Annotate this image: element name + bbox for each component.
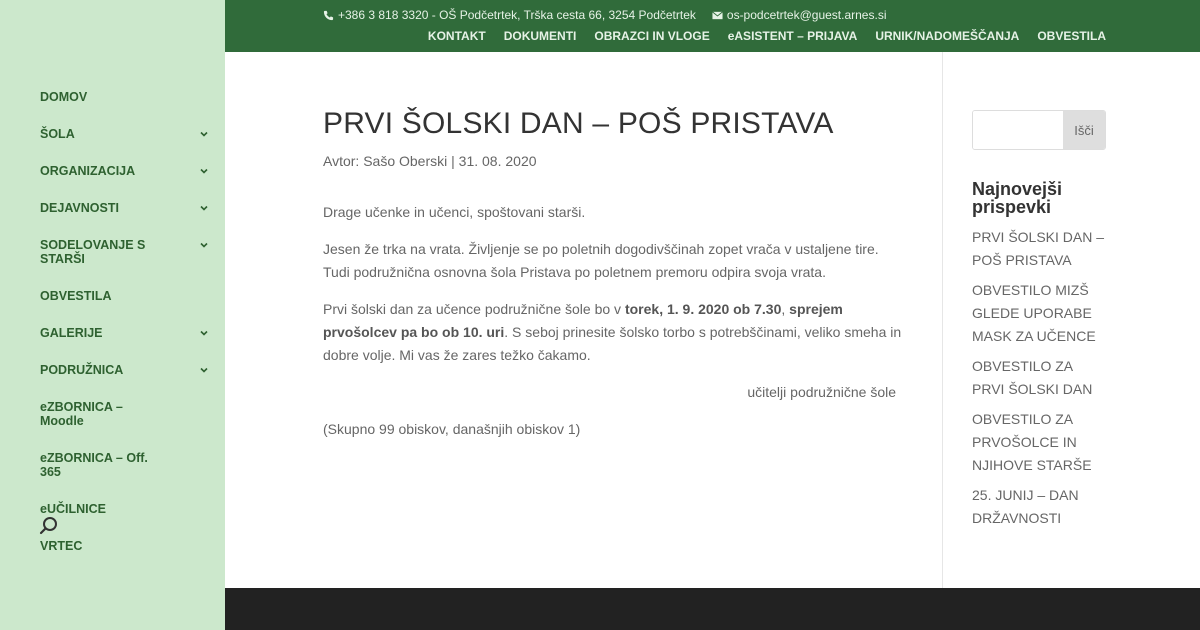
author-link[interactable]: Sašo Oberski	[363, 153, 448, 169]
recent-post-link[interactable]: 25. JUNIJ – DAN DRŽAVNOSTI	[972, 487, 1079, 526]
footer	[225, 588, 1200, 630]
sidebar-item-label: eZBORNICA – Moodle	[40, 400, 123, 428]
sidebar-item[interactable]	[40, 234, 210, 270]
meta-separator: |	[451, 153, 455, 169]
details-text-2: ,	[781, 301, 790, 317]
phone-icon	[323, 10, 334, 21]
sidebar-item[interactable]	[40, 535, 210, 557]
sidebar-item-label: eUČILNICE	[40, 502, 106, 516]
search-input[interactable]	[973, 111, 1063, 149]
sidebar-item[interactable]	[40, 197, 210, 219]
post-meta	[323, 150, 903, 173]
search-icon[interactable]	[38, 515, 60, 537]
contact-info	[323, 8, 886, 22]
top-nav-obvestila[interactable]: OBVESTILA	[1037, 29, 1106, 43]
left-sidebar	[0, 0, 225, 630]
details-reception-bold: sprejem prvošolcev pa bo ob 10. uri	[323, 301, 843, 340]
chevron-down-icon[interactable]	[198, 364, 210, 376]
sidebar-item-label: DEJAVNOSTI	[40, 201, 119, 215]
sidebar-item[interactable]	[40, 160, 210, 182]
search-form	[972, 110, 1106, 150]
meta-prefix: Avtor:	[323, 153, 360, 169]
chevron-down-icon[interactable]	[198, 128, 210, 140]
top-nav	[428, 29, 1106, 43]
recent-posts-title: Najnovejši prispevki	[972, 179, 1063, 217]
email-info[interactable]	[712, 8, 887, 22]
chevron-down-icon[interactable]	[198, 165, 210, 177]
top-nav-dokumenti[interactable]: DOKUMENTI	[503, 29, 577, 43]
recent-post-link[interactable]: OBVESTILO MIZŠ GLEDE UPORABE MASK ZA UČENCE	[972, 282, 1096, 344]
details-date-bold: torek, 1. 9. 2020 ob 7.30	[624, 301, 782, 317]
sidebar-item-label: PODRUŽNICA	[40, 363, 124, 377]
sidebar-item-label: GALERIJE	[40, 326, 103, 340]
view-counter: (Skupno 99 obiskov, današnjih obiskov 1)	[323, 421, 581, 437]
sidebar-item[interactable]	[40, 396, 210, 432]
sidebar-item[interactable]	[40, 322, 210, 344]
content-divider	[942, 52, 943, 588]
recent-post-link[interactable]: PRVI ŠOLSKI DAN – POŠ PRISTAVA	[972, 229, 1105, 268]
right-sidebar	[972, 110, 1106, 537]
top-bar	[225, 0, 1200, 52]
post-date: 31. 08. 2020	[458, 153, 537, 169]
recent-post-link[interactable]: OBVESTILO ZA PRVOŠOLCE IN NJIHOVE STARŠE	[972, 411, 1092, 473]
phone-text: +386 3 818 3320 - OŠ Podčetrtek, Trška cesta 66, 3254 Podčetrtek	[338, 8, 696, 22]
signature: učitelji podružnične šole	[747, 384, 896, 400]
sidebar-item[interactable]	[40, 447, 210, 483]
top-nav-urnik[interactable]: URNIK/NADOMEŠČANJA	[875, 29, 1020, 43]
top-nav-obrazci[interactable]: OBRAZCI IN VLOGE	[594, 29, 710, 43]
envelope-icon	[712, 10, 723, 21]
paragraph-details	[323, 298, 903, 367]
main-nav	[40, 86, 210, 572]
chevron-down-icon[interactable]	[198, 327, 210, 339]
sidebar-item[interactable]	[40, 498, 210, 520]
recent-post-link[interactable]: OBVESTILO ZA PRVI ŠOLSKI DAN	[972, 358, 1093, 397]
top-nav-kontakt[interactable]: KONTAKT	[427, 29, 486, 43]
sidebar-item-label: SODELOVANJE S STARŠI	[40, 238, 146, 266]
chevron-down-icon[interactable]	[198, 202, 210, 214]
sidebar-item-label: ORGANIZACIJA	[40, 164, 136, 178]
details-text-3: . S seboj prinesite šolsko torbo s potrebščinami, veliko smeha in dobre volje. Mi vas že zares težko čakamo.	[323, 324, 902, 363]
chevron-down-icon[interactable]	[198, 239, 210, 251]
sidebar-item[interactable]	[40, 123, 210, 145]
sidebar-item-label: eZBORNICA – Off. 365	[40, 451, 148, 479]
sidebar-item-label: ŠOLA	[40, 127, 75, 141]
details-text-1: Prvi šolski dan za učence podružnične šole bo v	[323, 301, 625, 317]
search-button[interactable]: Išči	[1063, 111, 1105, 149]
recent-posts-list	[972, 226, 1106, 530]
phone-info	[323, 8, 696, 22]
sidebar-item[interactable]	[40, 359, 210, 381]
sidebar-item[interactable]	[40, 285, 210, 307]
sidebar-item[interactable]	[40, 86, 210, 108]
top-nav-easistent[interactable]: eASISTENT – PRIJAVA	[727, 29, 858, 43]
paragraph-intro: Jesen že trka na vrata. Življenje se po poletnih dogodivščinah zopet vrača v ustaljene tire. Tudi podružnična osnovna šola Pristava po poletnem premoru odpira svoja vrata.	[323, 241, 879, 280]
sidebar-item-label: VRTEC	[40, 539, 83, 553]
paragraph-greeting: Drage učenke in učenci, spoštovani starši.	[323, 204, 586, 220]
sidebar-item-label: DOMOV	[40, 90, 88, 104]
post-content	[323, 104, 903, 455]
email-link[interactable]: os-podcetrtek@guest.arnes.si	[726, 8, 887, 22]
post-title: PRVI ŠOLSKI DAN – POŠ PRISTAVA	[323, 107, 834, 140]
sidebar-item-label: OBVESTILA	[40, 289, 112, 303]
